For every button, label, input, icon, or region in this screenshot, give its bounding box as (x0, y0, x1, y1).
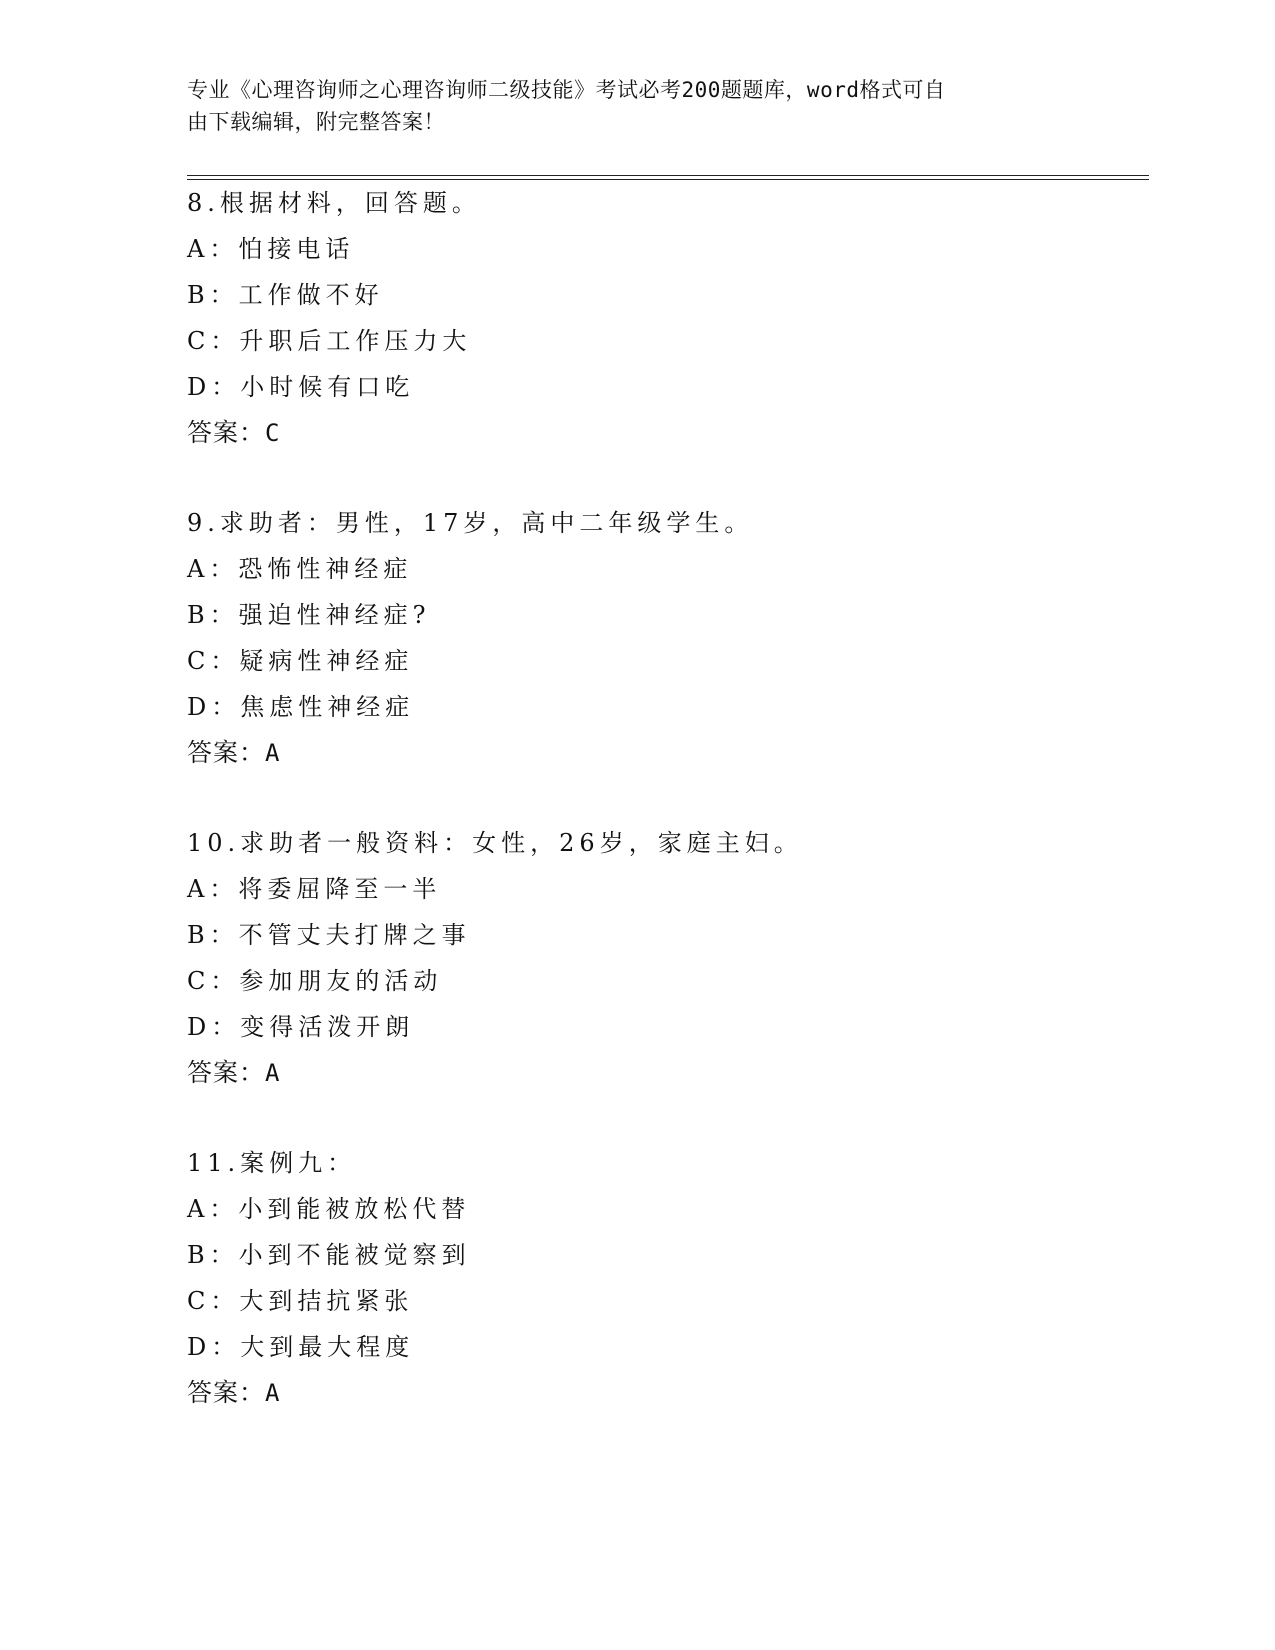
option-b: B：工作做不好 (187, 281, 384, 309)
option-a: A：恐怖性神经症 (187, 555, 413, 583)
answer-label: 答案： (187, 1058, 266, 1087)
answer-line (187, 1050, 1087, 1096)
answer-label: 答案： (187, 738, 266, 767)
answer-value: C (265, 419, 281, 447)
question-9 (187, 500, 1087, 776)
question-stem: 9.求助者：男性，17岁，高中二年级学生。 (187, 509, 754, 537)
option-c: C：大到拮抗紧张 (187, 1287, 414, 1315)
question-11 (187, 1140, 1087, 1416)
answer-value: A (265, 1059, 281, 1087)
document-header (187, 74, 1087, 138)
option-c: C：参加朋友的活动 (187, 967, 443, 995)
answer-value: A (265, 739, 281, 767)
option-c: C：升职后工作压力大 (187, 327, 472, 355)
option-d: D：焦虑性神经症 (187, 693, 415, 721)
option-a: A：将委屈降至一半 (187, 875, 442, 903)
option-b: B：强迫性神经症? (187, 601, 431, 629)
answer-label: 答案： (187, 1378, 266, 1407)
option-b: B：小到不能被觉察到 (187, 1241, 471, 1269)
header-line-2: 由下载编辑，附完整答案！ (187, 110, 445, 134)
option-a: A：小到能被放松代替 (187, 1195, 471, 1223)
question-10 (187, 820, 1087, 1096)
header-line-1: 专业《心理咨询师之心理咨询师二级技能》考试必考200题题库，word格式可自 (187, 78, 946, 102)
answer-label: 答案： (187, 418, 266, 447)
option-d: D：大到最大程度 (187, 1333, 415, 1361)
answer-line (187, 730, 1087, 776)
answer-line (187, 1370, 1087, 1416)
option-c: C：疑病性神经症 (187, 647, 414, 675)
option-b: B：不管丈夫打牌之事 (187, 921, 471, 949)
question-stem: 10.求助者一般资料：女性，26岁，家庭主妇。 (187, 829, 803, 857)
answer-value: A (265, 1379, 281, 1407)
option-a: A：怕接电话 (187, 235, 355, 263)
question-stem: 8.根据材料，回答题。 (187, 189, 481, 217)
question-8 (187, 180, 1087, 456)
option-d: D：变得活泼开朗 (187, 1013, 415, 1041)
option-d: D：小时候有口吃 (187, 373, 415, 401)
question-stem: 11.案例九： (187, 1149, 357, 1177)
answer-line (187, 410, 1087, 456)
